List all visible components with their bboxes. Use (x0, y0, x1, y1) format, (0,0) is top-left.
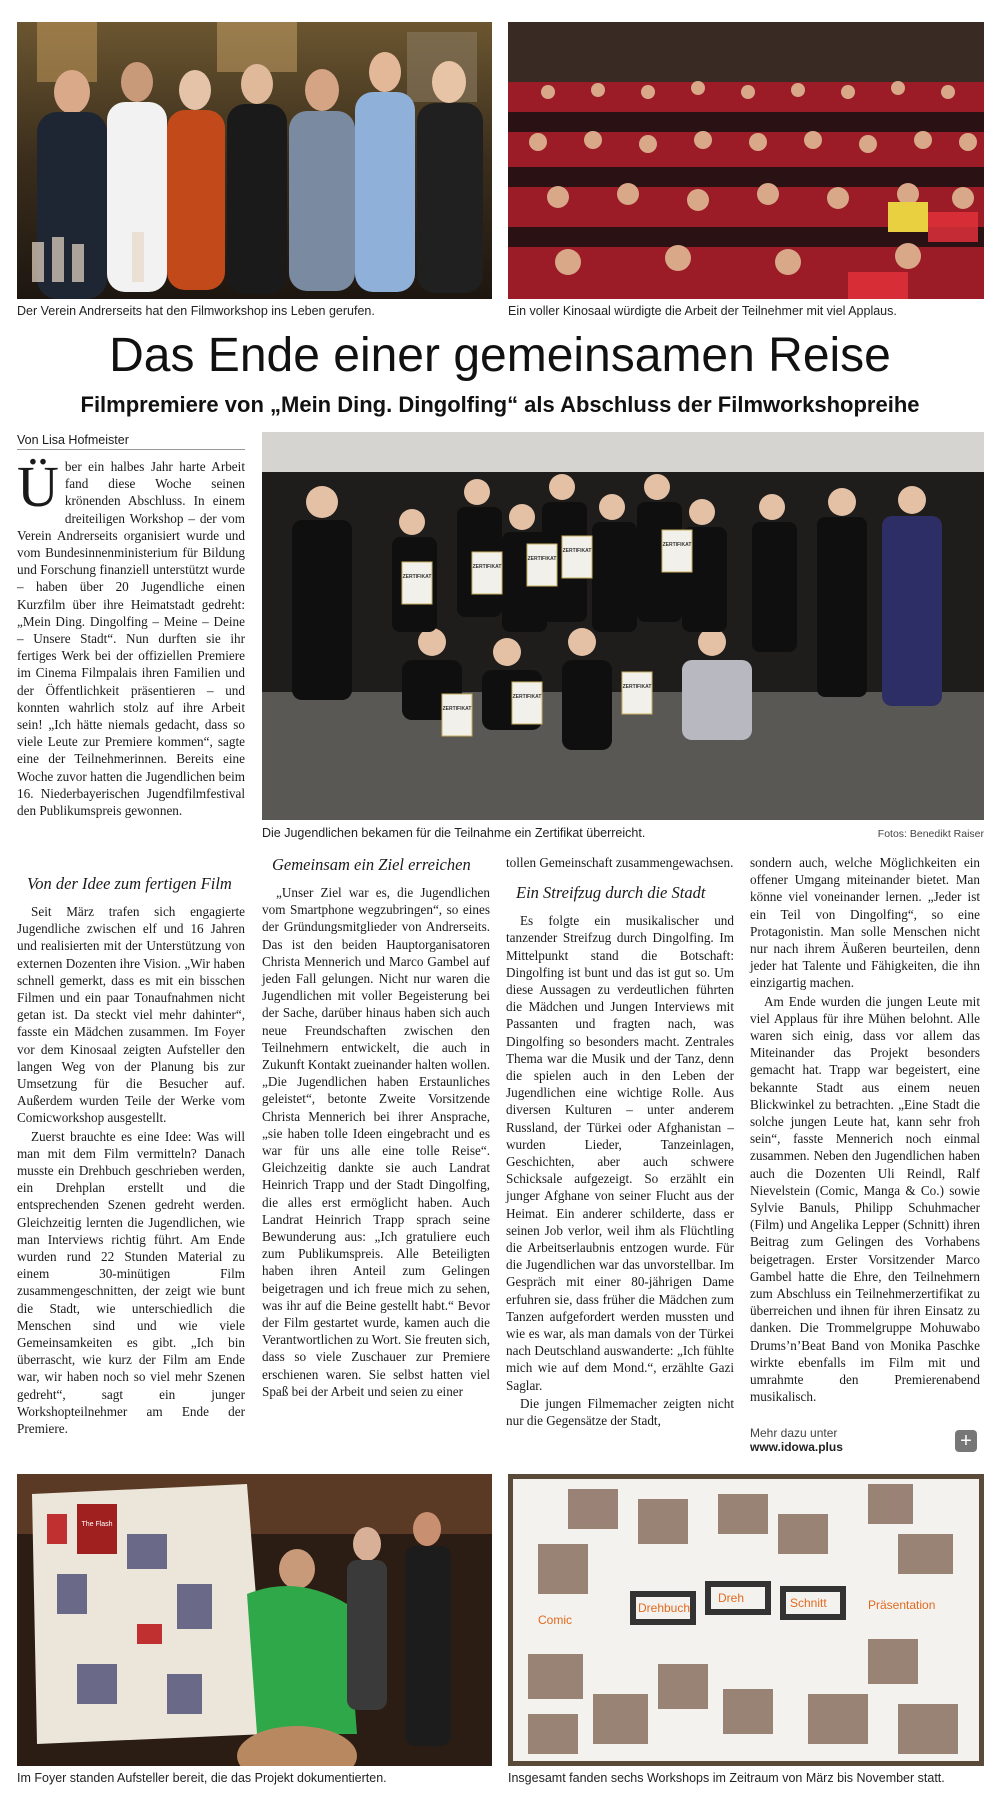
intro-column (17, 454, 245, 820)
certificate-label: ZERTIFIKAT (512, 694, 542, 700)
certificate-label: ZERTIFIKAT (527, 556, 557, 562)
paragraph: Zuerst brauchte es eine Idee: Was will man mit dem Film vermitteln? Danach musste ein Drehbuch geschrieben werden, ein Drehplan erstellt und die entsprechenden Szenen gedreht werden. Gleichzeitig lernten die Jugendlichen, wie man Interviews richtig führt. Am Ende wurden rund 22 Stunden Material zu einem 30-minütigen Film zusammengeschnitten, der zeigt wie bunt die Stadt, wie unterschiedlich die Menschen sind und wie viele Gemeinsamkeiten es gibt. „Ich bin überrascht, wie kurz der Film am Ende war, wir haben noch so viel mehr Szenen gedreht“, sagt ein junger Workshopteilnehmer am Ende der Premiere. (17, 1128, 245, 1437)
photo-certificate-group (262, 432, 984, 820)
photo-foyer-displays (17, 1474, 492, 1766)
photo-credit: Fotos: Benedikt Raiser (877, 828, 984, 840)
paragraph: Am Ende wurden die jungen Leute mit viel Applaus für ihre Mühen belohnt. Alle waren sich einig, dass vor allem das Miteinander das Projekt besonders gemacht hat. Trapp war begeistert, eine bekannte Stadt aus einem neuen Blickwinkel zu betrachten. „Eine Stadt die solche jungen Leute hat, kann sehr froh sein“, fasste Mennerich noch einmal zusammen. Neben den Jugendlichen haben auch die Dozenten Uli Reindl, Ralf Nievelstein (Comic, Manga & Co.) sowie Sylvie Banuls, Philipp Schuhmacher (Film) und Angelika Lepper (Schnitt) ihren Beitrag zum Gelingen des Vorhabens beigetragen. Erster Vorsitzender Marco Gambel hatte die Ehre, den Teilnehmern zum Abschluss ein Teilnehmerzertifikat zu überreichen und ihnen für ihren Einsatz zu danken. Die Trommelgruppe Mohuwabo Drums’n’Beat Band von Monika Paschke wirkte ebenfalls im Film mit und umrahmte den Premierenabend musikalisch. (750, 993, 980, 1405)
paragraph: Es folgte ein musikalischer und tanzender Streifzug durch Dingolfing. Im Mittelpunkt stand die Botschaft: Dingolfing ist bunt und das ist gut so. Um diese Aussagen zu verdeutlichen führten die Mädchen und Jungen Interviews mit Passanten und fragten nach, was Dingolfing so besonders macht. Zentrales Thema war die Musik und der Tanz, denn die spielen auch in den Leben der Jugendlichen eine wichtige Rolle. Aus diversen Kulturen – unter anderem Russland, der Türkei oder Afghanistan – wurden Lieder, Tanzeinlagen, Geschichten, aber auch schwere Schicksale aufgezeigt. So erzählt ein junger Afghane von seiner Flucht aus der Heimat. Ein anderer schilderte, dass er seinen Job verlor, weil ihm als Flüchtling die Arbeitserlaubnis entzogen wurde. Für die Jugendlichen war das unvorstellbar. Im Gespräch mit einer 80-jährigen Dame erfuhren sie, dass früher die Mädchen zum Tanzen aufgefordert werden mussten und wie es war, als man damals von der Türkei nach Deutschland auswanderte: „Ich fühlte mich wie auf dem Mond.“, erzählte Gazi Saglar. (506, 913, 734, 1393)
subhead-3: Ein Streifzug durch die Stadt (516, 883, 706, 903)
caption-top-right: Ein voller Kinosaal würdigte die Arbeit der Teilnehmer mit viel Applaus. (508, 304, 897, 318)
plus-icon[interactable]: + (955, 1430, 977, 1452)
paragraph: Seit März trafen sich engagierte Jugendliche zwischen elf und 16 Jahren und realisierten mit der Unterstützung von externen Dozenten ihre Vision. „Wir haben schnell gemerkt, dass es mit ein bisschen Filmen und ein paar Tonaufnahmen nicht getan ist. Da steckt viel mehr dahinter“, fasste ein Mädchen zusammen. Im Foyer vor dem Kinosaal zeigten Aufsteller den langen Weg von der Planung bis zur Umsetzung für die Besucher auf. Außerdem wurden Teile der Werke vom Comicworkshop ausgestellt. (17, 904, 245, 1126)
column-2 (262, 843, 490, 1401)
board-label: Schnitt (790, 1596, 827, 1610)
more-url-link[interactable]: www.idowa.plus (750, 1440, 843, 1454)
caption-bottom-right: Insgesamt fanden sechs Workshops im Zeitraum von März bis November statt. (508, 1771, 945, 1785)
drop-cap: Ü (17, 454, 59, 519)
certificate-label: ZERTIFIKAT (562, 548, 592, 554)
caption-bottom-left: Im Foyer standen Aufsteller bereit, die das Projekt dokumentierten. (17, 1771, 387, 1785)
column-4 (750, 854, 980, 1407)
subhead-1: Von der Idee zum fertigen Film (27, 874, 232, 893)
paragraph: tollen Gemeinschaft zusammengewachsen. (506, 855, 734, 870)
board-label: Drehbuch (638, 1601, 691, 1615)
board-label: Präsentation (868, 1598, 936, 1612)
paragraph: Die jungen Filmemacher zeigten nicht nur die Gegensätze der Stadt, (506, 1395, 734, 1429)
byline: Von Lisa Hofmeister (17, 433, 245, 450)
column-3 (506, 854, 734, 1430)
board-label: Comic (538, 1613, 573, 1627)
intro-paragraph: Über ein halbes Jahr harte Arbeit fand diese Woche seinen krönenden Abschluss. In einem dreiteiligen Workshop – der vom Verein Andrerseits organisiert wurde und vom Bundesinnenministerium für Bildung und Forschung finanziell unterstützt wurde – haben über 20 Jugendliche einen Kurzfilm über ihre Heimatstadt gedreht: „Mein Ding. Dingolfing – Meine – Deine – Unsere Stadt“. Nun durften sie ihr fertiges Werk bei der offiziellen Premiere im Cinema Filmpalais ihren Familien und der Öffentlichkeit präsentieren – und konnten wahrlich stolz auf ihre Arbeit sein! „Ich hätte niemals gedacht, dass so viele Leute zur Premiere kommen“, sagte eine der Teilnehmerinnen. Bereits eine Woche zuvor hatten die Jugendlichen beim 16. Niederbayerischen Jugendfilmfestival den Publikumspreis gewonnen. (17, 454, 245, 819)
caption-center: Die Jugendlichen bekamen für die Teilnahme ein Zertifikat überreicht. (262, 826, 646, 840)
subhead-2: Gemeinsam ein Ziel erreichen (272, 855, 471, 874)
photo-cinema-audience (508, 22, 984, 299)
paragraph: „Unser Ziel war es, die Jugendlichen vom Smartphone wegzubringen“, so eines der Gründungsmitglieder von Andrerseits. Das ist den beiden Hauptorganisatoren Christa Mennerich und Marco Gambel auf jeden Fall gelungen. Nicht nur waren die Jugendlichen mit voller Begeisterung bei der Sache, darüber hinaus haben sich auch neue Freundschaften zwischen den Teilnehmern entwickelt, die auch in Zukunft Kontakt zueinander halten wollen. „Die Jugendlichen haben Erstaunliches geleistet“, betonte Zweite Vorsitzende Christa Mennerich bei ihrer Ansprache, „sie haben tolle Ideen eingebracht und es war für uns alle eine tolle Reise“. Gleichzeitig dankte sie auch Landrat Heinrich Trapp und der Stadt Dingolfing, die alles erst ermöglicht haben. Auch Landrat Heinrich Trapp sprach seine Bewunderung aus: „Ich gratuliere euch zum Publikumspreis. Alle Beteiligten haben ihren Anteil zum Gelingen beigetragen und ich freue mich zu sehen, was ihr auf die Beine gestellt habt.“ Bevor der Film gestartet wurde, kamen auch die Verantwortlichen zu Wort. Sie freuten sich, dass so viele Zuschauer zur Premiere erschienen waren. Sie selbst hatten viel Spaß bei der Arbeit und seien zu einer (262, 885, 490, 1399)
certificate-label: ZERTIFIKAT (402, 574, 432, 580)
more-info (750, 1426, 980, 1454)
certificate-label: ZERTIFIKAT (472, 564, 502, 570)
column-1 (17, 862, 245, 1438)
certificate-label: ZERTIFIKAT (442, 706, 472, 712)
paragraph: sondern auch, welche Möglichkeiten ein offener Umgang miteinander bietet. Man könne viel voneinander lernen. „Jeder ist ein Teil von Dingolfing“, so eine Protagonistin. Man solle Menschen nicht nur nach ihrem Äußeren beurteilen, denn jeder hat Talente und Fähigkeiten, die ihn einzigartig machen. (750, 855, 980, 991)
caption-top-left: Der Verein Andrerseits hat den Filmworkshop ins Leben gerufen. (17, 304, 375, 318)
photo-group-portrait (17, 22, 492, 299)
certificate-label: ZERTIFIKAT (622, 684, 652, 690)
headline: Das Ende einer gemeinsamen Reise (109, 329, 891, 382)
photo-workshop-board (508, 1474, 984, 1766)
certificate-label: ZERTIFIKAT (662, 542, 692, 548)
subheadline: Filmpremiere von „Mein Ding. Dingolfing“ als Abschluss der Filmworkshopreihe (80, 392, 920, 417)
more-label: Mehr dazu unter (750, 1426, 838, 1440)
comic-flash-label: The Flash (81, 1521, 113, 1528)
board-label: Dreh (718, 1591, 745, 1605)
